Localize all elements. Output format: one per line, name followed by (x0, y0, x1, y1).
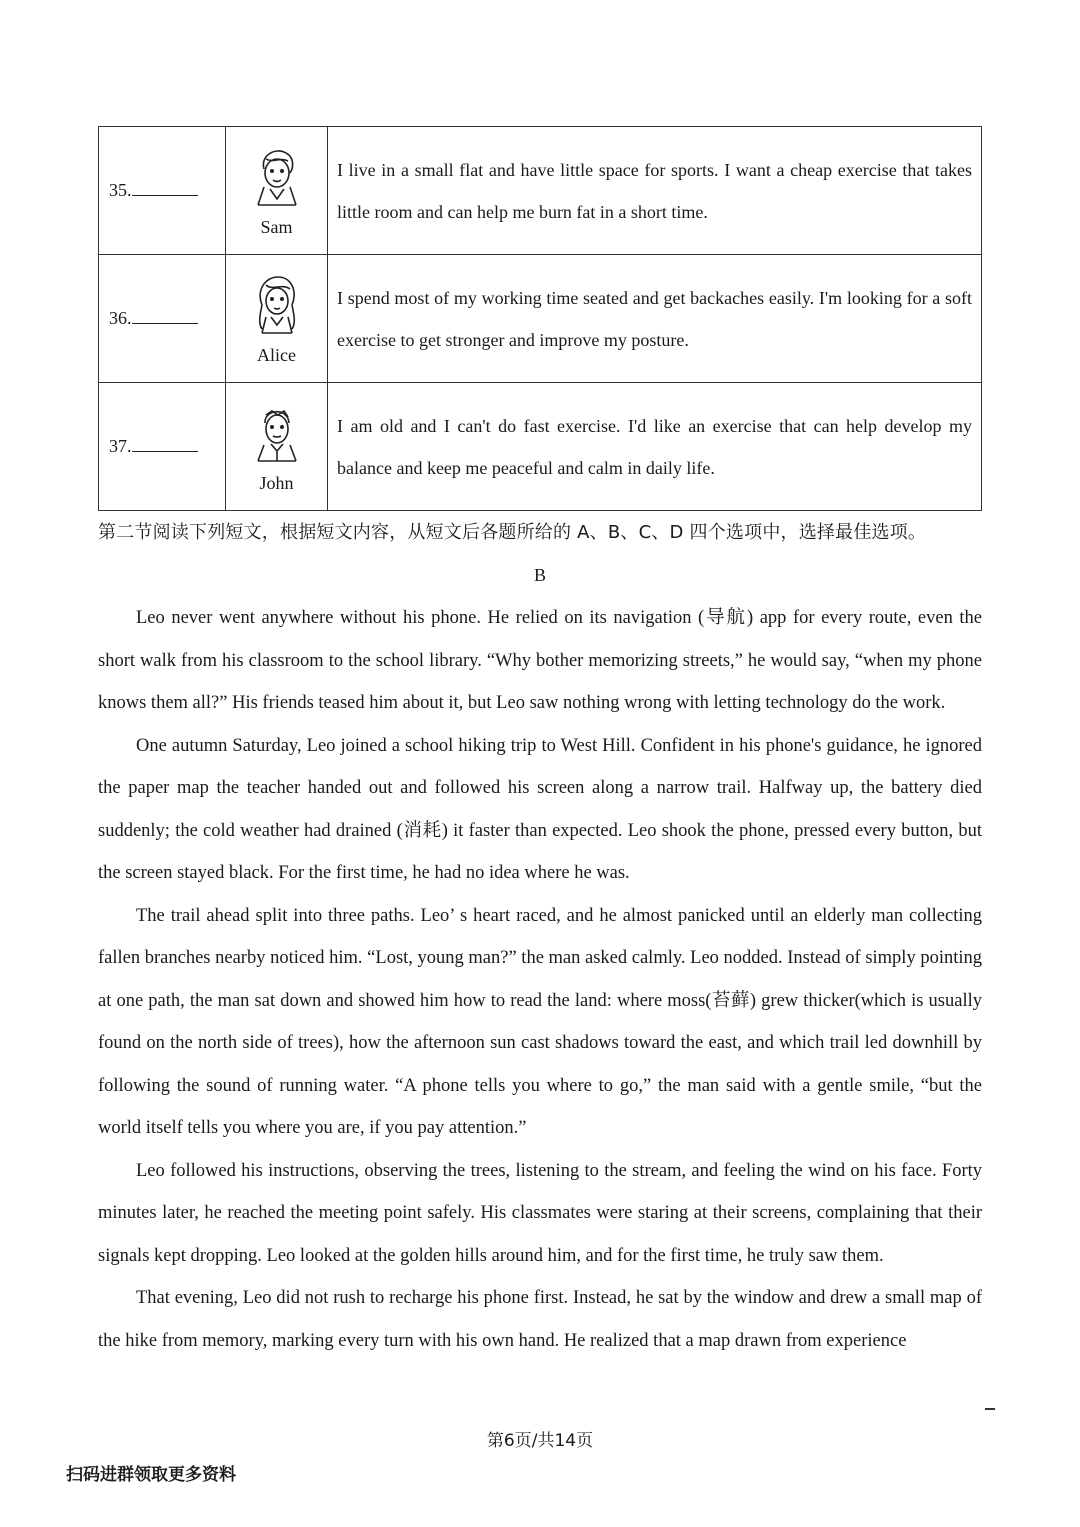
answer-slot (99, 127, 226, 255)
answer-slot (99, 383, 226, 511)
paragraph: The trail ahead split into three paths. Leo’ s heart raced, and he almost panicked until an elderly man collecting fallen branches nearby noticed him. “Lost, young man?” the man asked calmly. Leo nodded. Instead of simply pointing at one path, the man sat down and showed him how to read the land: where moss(苔藓) grew thicker(which is usually found on the north side of trees), how the afternoon sun cast shadows toward the east, and which trail led downhill by following the sound of running water. “A phone tells you where to go,” the man said with a gentle smile, “but the world itself tells you where you are, if you pay attention.” (98, 905, 982, 1138)
answer-blank (132, 309, 198, 324)
man-portrait-icon (254, 403, 300, 465)
portrait-cell (226, 383, 328, 511)
girl-portrait-icon (254, 275, 300, 337)
paragraph: Leo followed his instructions, observing the trees, listening to the stream, and feeling the wind on his face. Forty minutes later, he reached the meeting point safely. His classmates were staring at their screens, complaining that their signals kept dropping. Leo looked at the golden hills around him, and for the first time, he truly saw them. (98, 1160, 982, 1266)
description: I live in a small flat and have little space for sports. I want a cheap exercise that takes little room and can help me burn fat in a short time. (328, 127, 982, 255)
section-instructions: 第二节阅读下列短文，根据短文内容，从短文后各题所给的 A、B、C、D 四个选项中，选择最佳选项。 (98, 522, 927, 543)
table-row (99, 255, 982, 383)
paragraph: That evening, Leo did not rush to recharge his phone first. Instead, he sat by the window and drew a small map of the hike from memory, marking every turn with his own hand. He realized that a map drawn from experience (98, 1288, 982, 1351)
boy-portrait-icon (254, 147, 300, 209)
portrait-cell (226, 255, 328, 383)
corner-mark (985, 1408, 995, 1410)
table-row (99, 127, 982, 255)
paragraph: One autumn Saturday, Leo joined a school hiking trip to West Hill. Confident in his phone's guidance, he ignored the paper map the teacher handed out and followed his screen along a narrow trail. Halfway up, the battery died suddenly; the cold weather had drained (消耗) it faster than expected. Leo shook the phone, pressed every button, but the screen stayed black. For the first time, he had no idea where he was. (98, 735, 982, 883)
page-indicator: 第6页/共14页 (486, 1431, 594, 1451)
description: I spend most of my working time seated and get backaches easily. I'm looking for a soft exercise to get stronger and improve my posture. (328, 255, 982, 383)
paragraph: Leo never went anywhere without his phone. He relied on its navigation (导航) app for every route, even the short walk from his classroom to the school library. “Why bother memorizing streets,” he would say, “when my phone knows them all?” His friends teased him about it, but Leo saw nothing wrong with letting technology do the work. (98, 608, 982, 713)
question-number: 37. (109, 436, 132, 456)
description: I am old and I can't do fast exercise. I'd like an exercise that can help develop my balance and keep me peaceful and calm in daily life. (328, 383, 982, 511)
answer-slot (99, 255, 226, 383)
passage-letter: B (533, 565, 546, 585)
matching-table (98, 126, 982, 511)
portrait-cell (226, 127, 328, 255)
question-number: 35. (109, 180, 132, 200)
answer-blank (132, 437, 198, 452)
footer-note: 扫码进群领取更多资料 (66, 1465, 236, 1485)
question-number: 36. (109, 308, 132, 328)
reading-passage (98, 597, 982, 1362)
person-name: John (259, 473, 294, 493)
person-name: Sam (260, 217, 293, 237)
table-row (99, 383, 982, 511)
answer-blank (132, 181, 198, 196)
person-name: Alice (257, 345, 296, 365)
